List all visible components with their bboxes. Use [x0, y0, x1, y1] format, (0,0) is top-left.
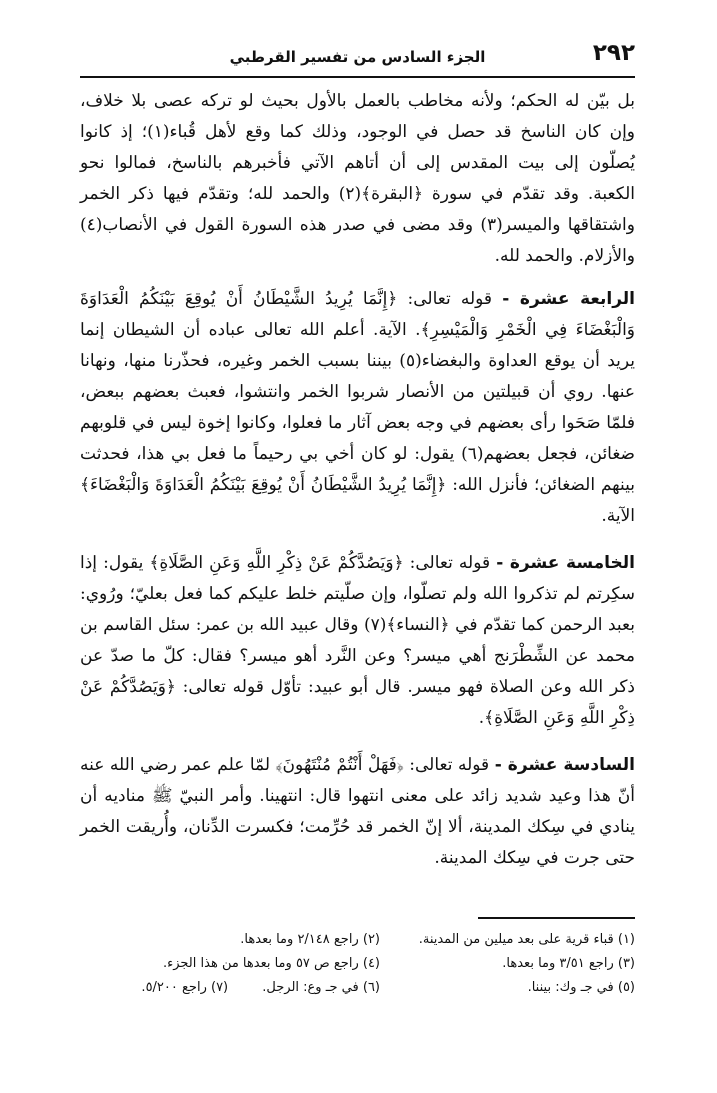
footnote-row: [80, 976, 635, 1000]
footnote-7: (٧) راجع ٥/٢٠٠.: [141, 980, 229, 995]
footnote-cell: [80, 976, 380, 1000]
footnote-cell: [80, 928, 380, 952]
footnote-1: (١) قباء قرية على بعد ميلين من المدينة.: [418, 932, 635, 947]
header-divider: [80, 76, 635, 78]
section-body: قوله تعالى: ﴿فَهَلْ أَنْتُمْ مُنْتَهُونَ﴾ لمّا علم عمر رضي الله عنه أنّ هذا وعيد شديد زائد على معنى انتهوا قال: انتهينا. وأمر النبيّ ﷺ مناديه أن ينادي في سِكك المدينة، ألا إنّ الخمر قد حُرِّمت؛ فكسرت الدِّنان، وأُريقت الخمر حتى جرت في سِكك المدينة.: [80, 755, 635, 868]
footnote-row: [80, 952, 635, 976]
main-text: [80, 86, 635, 890]
section-body: قوله تعالى: ﴿وَيَصُدَّكُمْ عَنْ ذِكْرِ اللَّهِ وَعَنِ الصَّلَاةِ﴾ يقول: إذا سكِرتم لم تذكروا الله ولم تصلّوا، وإن صلّيتم خلط عليكم كما فعل بعليّ؛ ورُوي: بعبد الرحمن كما تقدّم في ﴿النساء﴾(٧) وقال عبيد الله بن عمر: سئل القاسم بن محمد عن الشِّطْرَنج أهي ميسر؟ وعن النَّرد أهو ميسر؟ فقال: كلّ ما صدّ عن ذكر الله وعن الصلاة فهو ميسر. قال أبو عبيد: تأوّل قوله تعالى: ﴿وَيَصُدَّكُمْ عَنْ ذِكْرِ اللَّهِ وَعَنِ الصَّلَاةِ﴾.: [80, 553, 635, 728]
footnote-cell: [80, 952, 380, 976]
footnote-divider: [478, 917, 635, 919]
footnote-3: (٣) راجع ٣/٥١ وما بعدها.: [502, 956, 635, 971]
footnotes: [80, 928, 635, 1000]
section-fourteenth: [80, 284, 635, 532]
page-number: ٢٩٢: [592, 40, 635, 66]
intro-paragraph: بل بيّن له الحكم؛ ولأنه مخاطب بالعمل بالأول بحيث لو تركه عصى بلا خلاف، وإن كان الناسخ قد حصل في الوجود، وذلك كما وقع لأهل قُباء(١)؛ إذ كانوا يُصلّون إلى بيت المقدس إلى أن أتاهم الآتي فأخبرهم بالناسخ، فمالوا نحو الكعبة. وقد تقدّم في سورة ﴿البقرة﴾(٢) والحمد لله؛ وتقدّم فيها ذكر الخمر واشتقاقها والميسر(٣) وقد مضى في صدر هذه السورة القول في الأنصاب(٤) والأزلام. والحمد لله.: [80, 91, 636, 266]
footnote-6: (٦) في جـ وع: الرجل.: [262, 980, 380, 995]
section-body: قوله تعالى: ﴿إِنَّمَا يُرِيدُ الشَّيْطَانُ أَنْ يُوقِعَ بَيْنَكُمُ الْعَدَاوَةَ وَالْبَغْضَاءَ فِي الْخَمْرِ وَالْمَيْسِرِ﴾. الآية. أعلم الله تعالى عباده أن الشيطان إنما يريد أن يوقع العداوة والبغضاء(٥) بيننا بسبب الخمر وغيره، فحذّرنا منها، ونهانا عنها. روي أن قبيلتين من الأنصار شربوا الخمر وانتشوا، فعبث بعضهم ببعض، فلمّا صَحَوا رأى بعضهم في وجه بعض آثار ما فعلوا، وكانوا إخوة ليس في قلوبهم ضغائن، فجعل بعضهم(٦) يقول: لو كان أخي بي رحيماً ما فعل بي هذا، فحدثت بينهم الضغائن؛ فأنزل الله: ﴿إِنَّمَا يُرِيدُ الشَّيْطَانُ أَنْ يُوقِعَ بَيْنَكُمُ الْعَدَاوَةَ وَالْبَغْضَاءَ﴾ الآية.: [80, 289, 635, 526]
footnote-row: [80, 928, 635, 952]
footnote-2: (٢) راجع ٢/١٤٨ وما بعدها.: [240, 932, 380, 947]
section-sixteenth: [80, 750, 635, 874]
footnote-5: (٥) في جـ وك: بيننا.: [527, 980, 635, 995]
section-fifteenth: [80, 548, 635, 734]
section-heading: الخامسة عشرة -: [496, 553, 635, 573]
running-title: الجزء السادس من تفسير القرطبي: [229, 48, 486, 66]
footnote-4: (٤) راجع ص ٥٧ وما بعدها من هذا الجزء.: [163, 956, 380, 971]
page-header: [80, 32, 635, 72]
section-heading: السادسة عشرة -: [494, 755, 635, 775]
section-heading: الرابعة عشرة -: [502, 289, 635, 309]
